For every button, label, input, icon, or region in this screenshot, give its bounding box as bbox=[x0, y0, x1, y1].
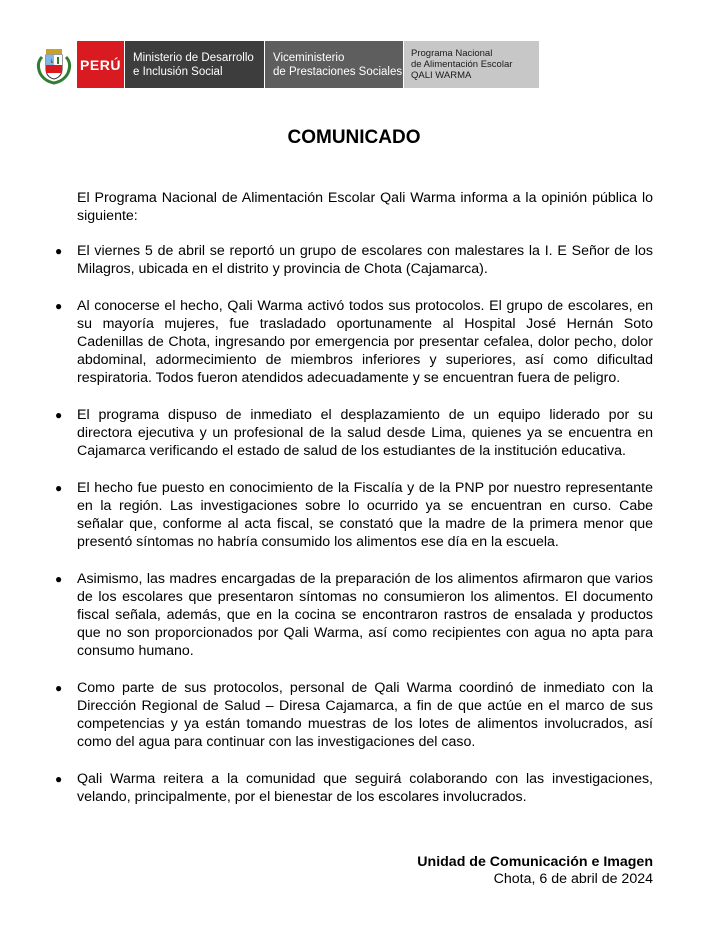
viceministry-line-2: de Prestaciones Sociales bbox=[273, 65, 403, 78]
list-item-text: Qali Warma reitera a la comunidad que seguirá colaborando con las investigaciones, velando, principalmente, por el bienestar de los escolares involucrados. bbox=[77, 771, 653, 805]
ministry-block bbox=[124, 41, 264, 88]
list-item-text: Como parte de sus protocolos, personal de Qali Warma coordinó de inmediato con la Dirección Regional de Salud – Diresa Cajamarca, a fin de que actúe en el marco de sus competencias y ya están tomando muestras de los lotes de alimentos involucrados, así como del agua para continuar con las investigaciones del caso. bbox=[77, 680, 653, 750]
coat-of-arms-icon bbox=[31, 41, 77, 88]
program-line-2: de Alimentación Escolar bbox=[411, 59, 513, 70]
viceministry-block bbox=[264, 41, 403, 88]
program-block bbox=[403, 41, 539, 88]
bullet-icon: ● bbox=[55, 572, 63, 586]
ministry-line-1: Ministerio de Desarrollo bbox=[133, 51, 254, 64]
bullet-icon: ● bbox=[55, 408, 63, 422]
bullet-icon: ● bbox=[55, 299, 63, 313]
header-logo-strip bbox=[31, 41, 539, 88]
program-line-3: QALI WARMA bbox=[411, 70, 472, 81]
bullet-icon: ● bbox=[55, 681, 63, 695]
intro-paragraph: El Programa Nacional de Alimentación Escolar Qali Warma informa a la opinión pública lo siguiente: bbox=[77, 190, 653, 224]
list-item bbox=[55, 770, 653, 806]
bullet-list bbox=[55, 242, 653, 806]
ministry-line-2: e Inclusión Social bbox=[133, 65, 223, 78]
peru-label: PERÚ bbox=[77, 41, 124, 88]
list-item-text: Al conocerse el hecho, Qali Warma activó todos sus protocolos. El grupo de escolares, en su mayoría mujeres, fue trasladado oportunamente al Hospital José Hernán Soto Cadenillas de Chota, ingresando por emergencia por presentar cefalea, dolor pecho, dolor abdominal, adormecimiento de miembros inferiores y superiores, así como dificultad respiratoria. Todos fueron atendidos adecuadamente y se encuentran fuera de peligro. bbox=[77, 298, 653, 386]
list-item bbox=[55, 242, 653, 278]
signature-unit: Unidad de Comunicación e Imagen bbox=[417, 854, 653, 870]
document-body bbox=[55, 189, 653, 825]
list-item bbox=[55, 406, 653, 460]
signature-place-date: Chota, 6 de abril de 2024 bbox=[493, 871, 653, 887]
list-item bbox=[55, 679, 653, 751]
bullet-icon: ● bbox=[55, 244, 63, 258]
bullet-icon: ● bbox=[55, 772, 63, 786]
viceministry-line-1: Viceministerio bbox=[273, 51, 345, 64]
bullet-icon: ● bbox=[55, 481, 63, 495]
list-item-text: El hecho fue puesto en conocimiento de la Fiscalía y de la PNP por nuestro representante en la región. Las investigaciones sobre lo ocurrido ya se encuentran en curso. Cabe señalar que, conforme al acta fiscal, se constató que la madre de la primera menor que presentó síntomas no habría consumido los alimentos ese día en la escuela. bbox=[77, 480, 653, 550]
list-item-text: El viernes 5 de abril se reportó un grupo de escolares con malestares la I. E Señor de los Milagros, ubicada en el distrito y provincia de Chota (Cajamarca). bbox=[77, 243, 653, 277]
list-item-text: Asimismo, las madres encargadas de la preparación de los alimentos afirmaron que varios de los escolares que presentaron síntomas no consumieron los alimentos. El documento fiscal señala, además, que en la cocina se encontraron rastros de ensalada y productos que no son proporcionados por Qali Warma, así como recipientes con agua no apta para consumo humano. bbox=[77, 571, 653, 659]
list-item bbox=[55, 297, 653, 387]
list-item-text: El programa dispuso de inmediato el desplazamiento de un equipo liderado por su directora ejecutiva y un profesional de la salud desde Lima, quienes ya se encuentra en Cajamarca verificando el estado de salud de los estudiantes de la institución educativa. bbox=[77, 407, 653, 459]
program-line-1: Programa Nacional bbox=[411, 48, 493, 59]
signature-block bbox=[417, 854, 653, 888]
list-item bbox=[55, 479, 653, 551]
list-item bbox=[55, 570, 653, 660]
page-title: COMUNICADO bbox=[287, 127, 421, 148]
